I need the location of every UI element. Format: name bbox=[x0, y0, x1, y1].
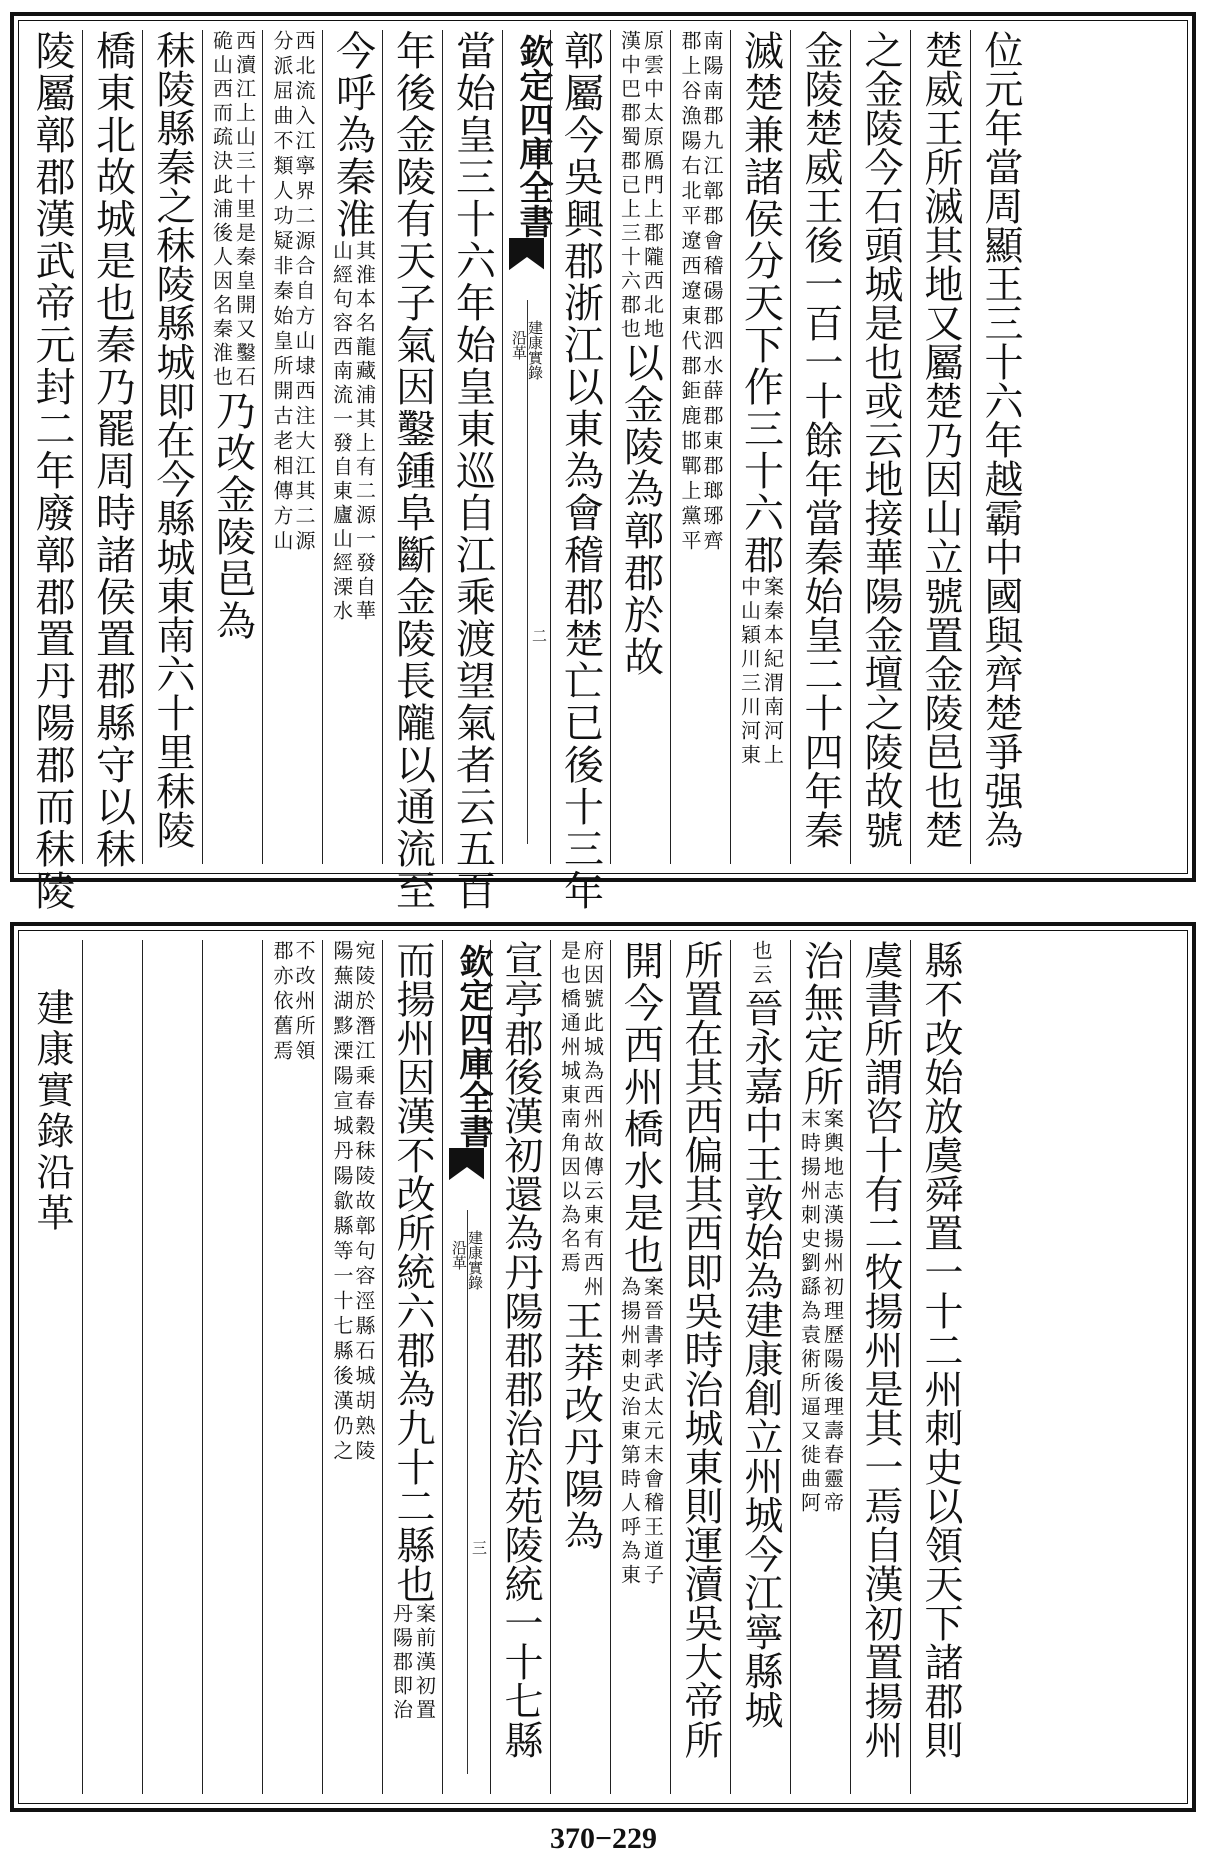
annotation-pair bbox=[739, 576, 783, 768]
text-column bbox=[382, 30, 442, 912]
text-column bbox=[22, 30, 82, 912]
annotation-line: 是也橋通州城東南角因以為名焉 bbox=[557, 940, 582, 1276]
annotation-line: 山經句容西南流一發自東廬山經溧水 bbox=[329, 240, 354, 624]
text-column bbox=[730, 940, 790, 1794]
center-gutter bbox=[442, 940, 493, 1794]
text-column bbox=[910, 940, 970, 1794]
text-column bbox=[322, 30, 382, 864]
gutter-book-name: 建康實錄 bbox=[466, 1230, 484, 1290]
text-column bbox=[442, 30, 502, 912]
text-column bbox=[730, 30, 790, 864]
annotation-line: 陽蕪湖黟溧陽宣城丹陽歙縣等一十七縣後漢仍之 bbox=[330, 940, 354, 1465]
leaf-number: 二 bbox=[530, 628, 548, 643]
leaf-number: 三 bbox=[470, 1540, 488, 1555]
main-text: 當始皇三十六年始皇東巡自江乘渡望氣者云五百 bbox=[449, 30, 496, 912]
text-column bbox=[142, 30, 202, 864]
annotation-pair bbox=[750, 940, 771, 988]
annotation-line: 郡亦依舊焉 bbox=[270, 940, 294, 1065]
annotation-line: 原雲中太原鴈門上郡隴西北地 bbox=[640, 30, 665, 342]
blank-column bbox=[82, 940, 142, 1794]
main-text: 開今西州橋水是也 bbox=[617, 940, 664, 1276]
annotation-line: 中山穎川三川河東 bbox=[737, 576, 762, 768]
annotation-pair bbox=[559, 940, 603, 1300]
page-number: 370−229 bbox=[549, 1822, 658, 1855]
text-column bbox=[550, 940, 610, 1794]
gutter-book-name: 建康實錄 bbox=[526, 320, 544, 380]
annotation-pair bbox=[619, 1276, 663, 1588]
annotation-column bbox=[262, 940, 322, 1794]
main-text: 年後金陵有天子氣因鑿鍾阜斷金陵長隴以通流至 bbox=[389, 30, 436, 912]
main-text: 鄣屬今吳興郡浙江以東為會稽郡楚亡已後十三年 bbox=[557, 30, 604, 912]
text-column bbox=[850, 940, 910, 1794]
title-column bbox=[22, 940, 82, 1794]
annotation-line: 案前漢初置 bbox=[412, 1603, 437, 1723]
annotation-column bbox=[262, 30, 322, 864]
book-title: 欽定四庫全書 bbox=[513, 34, 553, 238]
annotation-line: 案輿地志漢揚州初理歷陽後理壽春靈帝 bbox=[820, 1108, 845, 1516]
text-column bbox=[610, 30, 670, 864]
annotation-line: 宛陵於潛江乘春穀秣陵故鄣句容涇縣石城胡熟陵 bbox=[352, 940, 376, 1465]
main-text: 秣陵縣秦之秣陵縣城即在今縣城東南六十里秣陵 bbox=[150, 30, 195, 849]
annotation-line: 其淮本名龍藏浦其上有二源一發自華 bbox=[352, 240, 377, 624]
main-text: 以金陵為鄣郡於故 bbox=[617, 342, 664, 678]
text-column bbox=[670, 940, 730, 1794]
text-column bbox=[382, 940, 442, 1794]
annotation-column bbox=[670, 30, 730, 864]
main-text: 宣亭郡後漢初還為丹陽郡郡治於苑陵統一十七縣 bbox=[498, 940, 543, 1759]
text-column bbox=[850, 30, 910, 864]
annotation-line: 為揚州刺史治東第時人呼為東 bbox=[617, 1276, 642, 1588]
annotation-pair bbox=[619, 30, 663, 342]
annotation-line: 府因號此城為西州故傳云東有西州 bbox=[580, 940, 605, 1300]
annotation-pair bbox=[211, 30, 255, 390]
text-column bbox=[910, 30, 970, 864]
annotation-pair bbox=[799, 1108, 843, 1516]
blank-column bbox=[202, 940, 262, 1794]
text-column bbox=[82, 30, 142, 870]
main-text: 乃改金陵邑為 bbox=[209, 390, 256, 642]
main-text: 金陵楚威王後一百一十餘年當秦始皇二十四年秦 bbox=[798, 30, 843, 849]
book-title: 欽定四庫全書 bbox=[453, 944, 493, 1148]
annotation-line: 分派屈曲不類人功疑非秦始皇所開古老相傳方山 bbox=[270, 30, 294, 555]
main-text: 位元年當周顯王三十六年越霸中國與齊楚爭强為 bbox=[978, 30, 1023, 849]
main-text: 滅楚兼諸侯分天下作三十六郡 bbox=[737, 30, 784, 576]
main-text: 楚威王所滅其地又屬楚乃因山立號置金陵邑也楚 bbox=[918, 30, 963, 849]
annotation-line: 漢中巴郡蜀郡已上三十六郡也 bbox=[617, 30, 642, 342]
main-text: 陵屬鄣郡漢武帝元封二年廢鄣郡置丹陽郡而秣陵 bbox=[29, 30, 75, 912]
text-column bbox=[202, 30, 262, 864]
center-gutter bbox=[502, 30, 553, 864]
annotation-column bbox=[322, 940, 382, 1794]
bottom-page-frame bbox=[10, 922, 1196, 1812]
annotation-line: 不改州所領 bbox=[292, 940, 316, 1065]
main-text: 治無定所 bbox=[797, 940, 844, 1108]
main-text: 而揚州因漢不改所統六郡為九十二縣也 bbox=[390, 940, 435, 1603]
top-page-frame bbox=[10, 12, 1196, 912]
annotation-line: 丹陽郡即治 bbox=[389, 1603, 414, 1723]
text-column bbox=[790, 30, 850, 864]
annotation-line: 南陽南郡九江鄣郡會稽碭郡泗水薛郡東郡瑯琊齊 bbox=[700, 30, 724, 555]
annotation-line: 末時揚州刺史劉繇為袁術所逼又徙曲阿 bbox=[797, 1108, 822, 1516]
text-column bbox=[610, 940, 670, 1794]
main-text: 縣不改始放虞舜置一十二州刺史以領天下諸郡則 bbox=[918, 940, 963, 1759]
fishtail-mark bbox=[449, 1148, 484, 1182]
main-text: 之金陵今石頭城是也或云地接華陽金壇之陵故號 bbox=[858, 30, 903, 849]
fishtail-mark bbox=[509, 238, 544, 272]
gutter-line bbox=[467, 1210, 468, 1774]
annotation-line: 也云 bbox=[749, 940, 773, 988]
main-text: 今呼為秦淮 bbox=[329, 30, 376, 240]
gutter-line bbox=[527, 300, 528, 844]
text-column bbox=[550, 30, 610, 912]
gutter-section: 沿革 bbox=[510, 330, 528, 360]
annotation-line: 郡上谷漁陽右北平遼西遼東代郡鉅鹿邯鄲上黨平 bbox=[678, 30, 702, 555]
annotation-line: 硊山西而疏決此浦後人因名秦淮也 bbox=[209, 30, 234, 390]
main-text: 虞書所謂咨十有二牧揚州是其一焉自漢初置揚州 bbox=[858, 940, 903, 1759]
main-text: 王莽改丹陽為 bbox=[557, 1300, 604, 1552]
annotation-line: 案晉書孝武太元末會稽王道子 bbox=[640, 1276, 665, 1588]
annotation-pair bbox=[391, 1603, 435, 1723]
blank-column bbox=[142, 940, 202, 1794]
text-column bbox=[790, 940, 850, 1794]
main-text: 所置在其西偏其西即吳時治城東則運瀆吳大帝所 bbox=[678, 940, 723, 1759]
main-text: 晉永嘉中王敦始為建康創立州城今江寧縣城 bbox=[738, 988, 783, 1729]
gutter-section: 沿革 bbox=[450, 1240, 468, 1270]
annotation-line: 西瀆江上山三十里是秦皇開又鑿石 bbox=[232, 30, 257, 390]
annotation-pair bbox=[331, 240, 375, 624]
annotation-line: 西北流入江寧界二源合自方山埭西注大江其二源 bbox=[292, 30, 316, 555]
section-title: 建康實錄沿革 bbox=[30, 988, 74, 1234]
text-column bbox=[970, 30, 1030, 864]
annotation-line: 案秦本紀渭南河上 bbox=[760, 576, 785, 768]
main-text: 橋東北故城是也秦乃罷周時諸侯置郡縣守以秣 bbox=[89, 30, 136, 870]
text-column bbox=[490, 940, 550, 1794]
